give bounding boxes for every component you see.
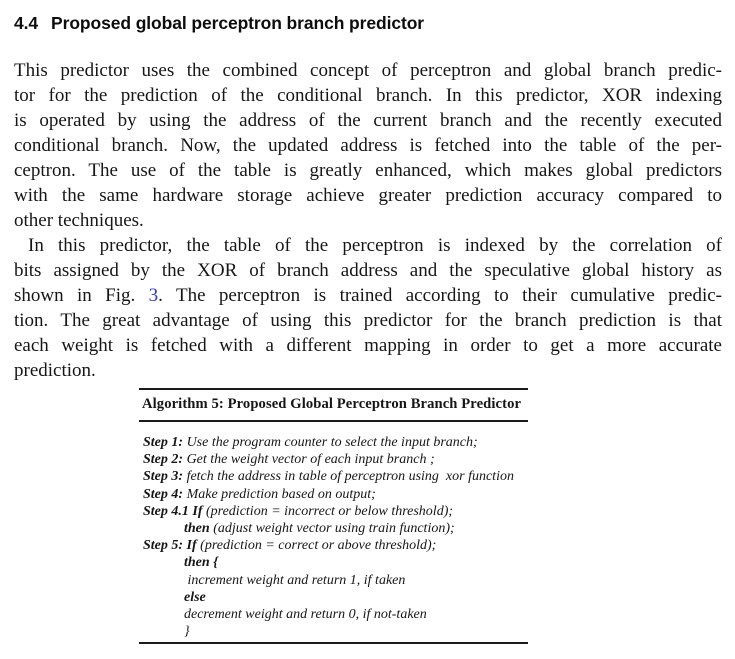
step-label: then { [184,555,219,571]
step-text: Get the weight vector of each input branch ; [183,452,435,468]
text-line: conditional branch. Now, the updated address is fetched into the table of the per- [14,135,722,156]
text-line: In this predictor, the table of the perceptron is indexed by the correlation of [28,235,722,256]
algorithm-step-then-clause [143,520,528,537]
text-line: other techniques. [14,210,144,231]
text-line: ceptron. The use of the table is greatly enhanced, which makes global predictors [14,160,722,181]
section-number: 4.4 [14,13,39,33]
algorithm-step-close-brace [143,623,528,640]
step-label: Step 4: [143,486,184,502]
algorithm-step-then-clause [143,554,528,571]
step-text: fetch the address in table of perceptron using xor function [183,469,514,485]
step-text: } [184,624,190,640]
algorithm-step [143,434,528,451]
step-text: increment weight and return 1, if taken [184,572,406,588]
paragraph-1 [14,58,722,233]
step-label: Step 4.1 If [143,503,203,519]
paragraph-2 [14,233,722,383]
text-line: tor for the prediction of the conditional branch. In this predictor, XOR indexing [14,85,722,106]
algorithm-step [143,451,528,468]
text-line: This predictor uses the combined concept of perceptron and global branch predic- [14,60,722,81]
step-text: Make prediction based on output; [183,486,376,502]
step-text: decrement weight and return 0, if not-taken [184,607,427,623]
text-line: bits assigned by the XOR of branch address and the speculative global history as [14,260,722,281]
algorithm-box [139,388,528,644]
algorithm-steps [139,422,528,642]
step-text: (prediction = incorrect or below threshold); [202,503,454,519]
step-label: Step 3: [143,469,184,485]
text-line: prediction. [14,360,96,381]
step-label: else [184,589,206,605]
text-line: is operated by using the address of the current branch and the recently executed [14,110,722,131]
step-label: Step 1: [143,435,184,450]
step-label: Step 2: [143,452,184,468]
step-text: (prediction = correct or above threshold); [196,538,437,554]
line-text-before-link: shown in Fig. [14,285,149,306]
algorithm-step [143,537,528,554]
step-label: Step 5: If [143,538,197,554]
algorithm-step [143,503,528,520]
algorithm-title: Algorithm 5: Proposed Global Perceptron Branch Predictor [142,396,522,412]
text-line: with the same hardware storage achieve greater prediction accuracy compared to [14,185,722,206]
body-text [14,58,722,383]
algorithm-step-else-clause [143,589,528,606]
algorithm-rule-bottom [139,642,528,644]
line-text-after-link: . The perceptron is trained according to their cumulative predic- [158,285,722,306]
text-line: each weight is fetched with a different mapping in order to get a more accurate [14,335,722,356]
text-line: tion. The great advantage of using this predictor for the branch prediction is that [14,310,722,331]
step-text: (adjust weight vector using train function); [209,521,455,537]
section-title: Proposed global perceptron branch predictor [51,13,425,33]
section-heading [0,0,735,34]
text-line-with-figure-link [14,283,722,308]
step-label: then [184,521,210,537]
step-text: Use the program counter to select the input branch; [183,435,478,450]
algorithm-step-body [143,606,528,623]
algorithm-step-body [143,572,528,589]
algorithm-step [143,468,528,485]
algorithm-step [143,486,528,503]
figure-3-link[interactable]: 3 [148,285,159,306]
